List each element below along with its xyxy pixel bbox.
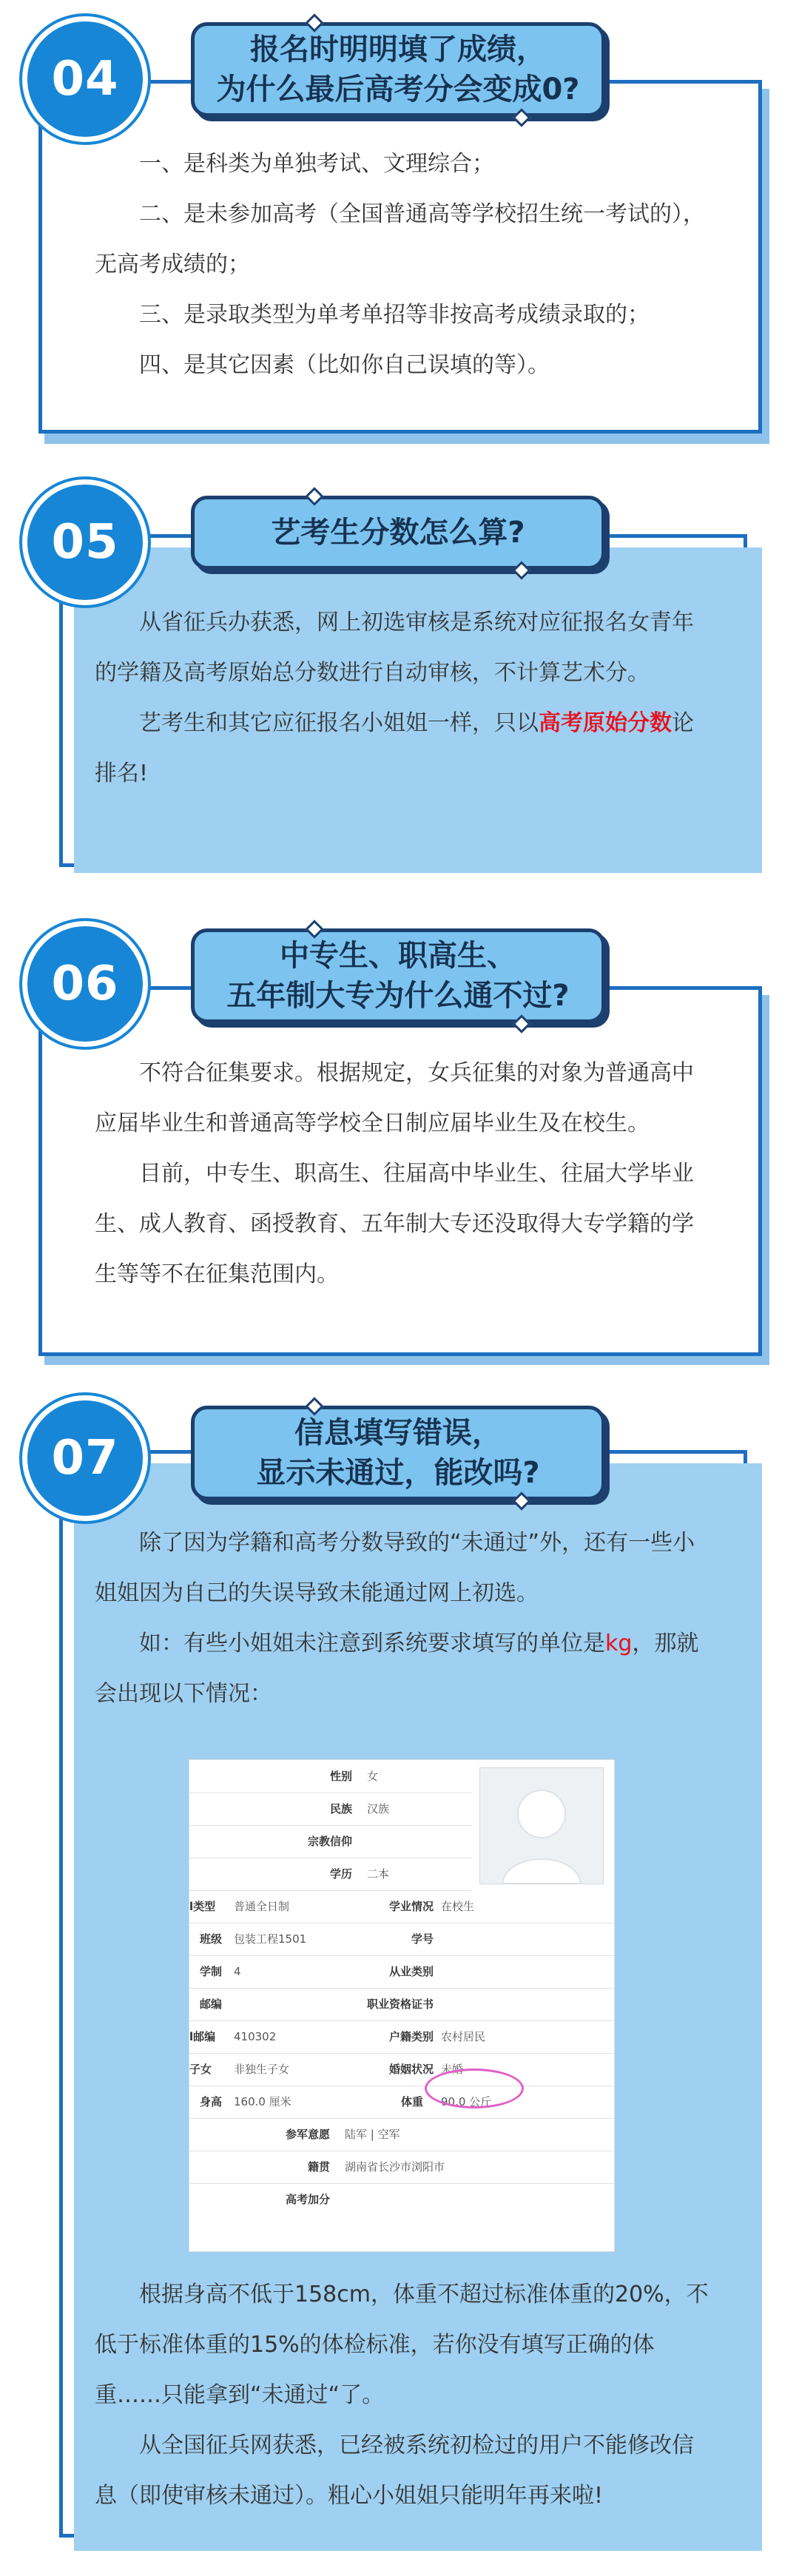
form-value: 包装工程1501 xyxy=(234,1932,307,1946)
form-label: 子女 xyxy=(189,2063,212,2076)
form-label: 高考加分 xyxy=(286,2193,331,2206)
paragraph: 从全国征兵网获悉，已经被系统初检过的用户不能修改信息（即使审核未通过）。粗心小姐姐只能明年再来啦! xyxy=(95,2432,694,2509)
paragraph: 一、是科类为单独考试、文理综合； xyxy=(139,151,494,177)
form-value: 二本 xyxy=(367,1867,390,1881)
form-row xyxy=(189,1825,472,1858)
form-value: 普通全日制 xyxy=(234,1900,290,1913)
form-label: 民族 xyxy=(330,1802,353,1815)
form-label: 婚姻状况 xyxy=(389,2063,434,2076)
paragraph: 不符合征集要求。根据规定，女兵征集的对象为普通高中应届毕业生和普通高等学校全日制应届毕业生及在校生。 xyxy=(95,1060,694,1136)
form-value: 陆军 | 空军 xyxy=(345,2128,400,2141)
form-row xyxy=(189,2151,614,2184)
form-row xyxy=(189,2086,614,2119)
section-body xyxy=(95,1048,709,1300)
form-value: 湖南省长沙市浏阳市 xyxy=(345,2160,445,2174)
form-row xyxy=(189,1890,614,1923)
section-number-badge: 04 xyxy=(22,16,148,142)
highlight-text: kg xyxy=(605,1631,633,1656)
form-label: 学历 xyxy=(330,1867,353,1881)
form-label: 身高 xyxy=(200,2095,223,2108)
paragraph: 根据身高不低于158cm，体重不超过标准体重的20%，不低于标准体重的15%的体检标准，若你没有填写正确的体重……只能拿到“未通过“了。 xyxy=(95,2282,709,2408)
section-body xyxy=(95,139,709,391)
form-row xyxy=(189,2118,614,2151)
highlight-circle xyxy=(425,2068,524,2108)
form-value: 160.0 厘米 xyxy=(234,2095,291,2108)
form-label: 体重 xyxy=(401,2095,424,2108)
section-title-box xyxy=(191,1406,605,1500)
section-04 xyxy=(0,0,799,451)
paragraph: 目前，中专生、职高生、往届高中毕业生、往届大学毕业生、成人教育、函授教育、五年制大专还没取得大专学籍的学生等等不在征集范围内。 xyxy=(95,1161,694,1287)
paragraph: 四、是其它因素（比如你自己误填的等）。 xyxy=(139,352,550,378)
paragraph: 除了因为学籍和高考分数导致的“未通过”外，还有一些小姐姐因为自己的失误导致未能通过网上初选。 xyxy=(95,1530,695,1606)
form-label: 学业情况 xyxy=(389,1900,434,1913)
registration-form-screenshot xyxy=(189,1759,615,2252)
section-body-after-image xyxy=(95,2270,709,2521)
form-row xyxy=(189,2020,614,2054)
section-number-badge: 06 xyxy=(22,921,148,1047)
section-number-badge: 05 xyxy=(22,479,148,605)
section-title-box xyxy=(191,496,605,570)
section-title-line: 报名时明明填了成绩， xyxy=(250,33,546,67)
section-title-box xyxy=(191,22,605,117)
form-row xyxy=(189,1858,472,1891)
section-body xyxy=(95,1518,709,1719)
form-row xyxy=(189,1923,614,1956)
text: 艺考生和其它应征报名小姐姐一样，只以 xyxy=(139,710,539,736)
form-row xyxy=(189,1988,614,2021)
paragraph: 三、是录取类型为单考单招等非按高考成绩录取的； xyxy=(139,302,650,328)
form-value: 女 xyxy=(367,1770,379,1783)
section-title-line: 中专生、职高生、 xyxy=(280,939,516,973)
form-value: 在校生 xyxy=(441,1900,475,1913)
form-row xyxy=(189,1760,472,1793)
section-body xyxy=(95,598,709,799)
form-row xyxy=(189,1793,472,1826)
form-row xyxy=(189,2053,614,2086)
paragraph xyxy=(95,698,709,799)
section-05 xyxy=(0,481,799,895)
section-title-line: 五年制大专为什么通不过? xyxy=(226,979,570,1013)
form-value: 4 xyxy=(234,1965,241,1978)
form-label: 职业资格证书 xyxy=(367,1997,434,2011)
section-06 xyxy=(0,921,799,1380)
paragraph xyxy=(95,1619,709,1719)
form-value: 非独生子女 xyxy=(234,2063,290,2076)
form-label: 宗教信仰 xyxy=(308,1835,353,1848)
section-title-line: 为什么最后高考分会变成0? xyxy=(216,73,580,107)
form-label: 邮编 xyxy=(200,1997,223,2011)
text: ，那就会出现以下情况： xyxy=(95,1631,699,1707)
profile-photo-placeholder xyxy=(479,1767,604,1884)
form-label: 参军意愿 xyxy=(286,2128,331,2141)
form-value: 汉族 xyxy=(367,1802,390,1815)
section-title-box xyxy=(191,928,605,1023)
section-title-line: 显示未通过，能改吗? xyxy=(256,1456,540,1490)
section-title-line: 信息填写错误， xyxy=(294,1416,502,1450)
form-value: 90.0 公斤 xyxy=(441,2095,492,2108)
text: 如：有些小姐姐未注意到系统要求填写的单位是 xyxy=(139,1631,605,1656)
form-label: 性别 xyxy=(330,1770,353,1783)
paragraph: 二、是未参加高考（全国普通高等学校招生统一考试的），无高考成绩的； xyxy=(95,201,705,277)
form-label: l邮编 xyxy=(189,2030,216,2043)
form-value: 农村居民 xyxy=(441,2030,486,2043)
highlight-text: 高考原始分数 xyxy=(539,710,672,736)
form-label: l类型 xyxy=(189,1900,216,1913)
paragraph: 从省征兵办获悉，网上初选审核是系统对应征报名女青年的学籍及高考原始总分数进行自动审核，不计算艺术分。 xyxy=(95,610,694,686)
form-row xyxy=(189,2183,614,2216)
form-value: 未婚 xyxy=(441,2063,464,2076)
form-label: 班级 xyxy=(200,1932,223,1946)
person-icon xyxy=(480,1768,603,1884)
form-label: 籍贯 xyxy=(308,2160,331,2174)
form-label: 学制 xyxy=(200,1965,223,1978)
section-title-line: 艺考生分数怎么算? xyxy=(271,516,525,550)
form-label: 从业类别 xyxy=(389,1965,434,1978)
form-label: 户籍类别 xyxy=(389,2030,434,2043)
form-value: 410302 xyxy=(234,2030,277,2043)
form-label: 学号 xyxy=(411,1932,434,1946)
form-row xyxy=(189,1955,614,1989)
text: 论排名! xyxy=(95,710,694,786)
section-number-badge: 07 xyxy=(22,1395,148,1521)
